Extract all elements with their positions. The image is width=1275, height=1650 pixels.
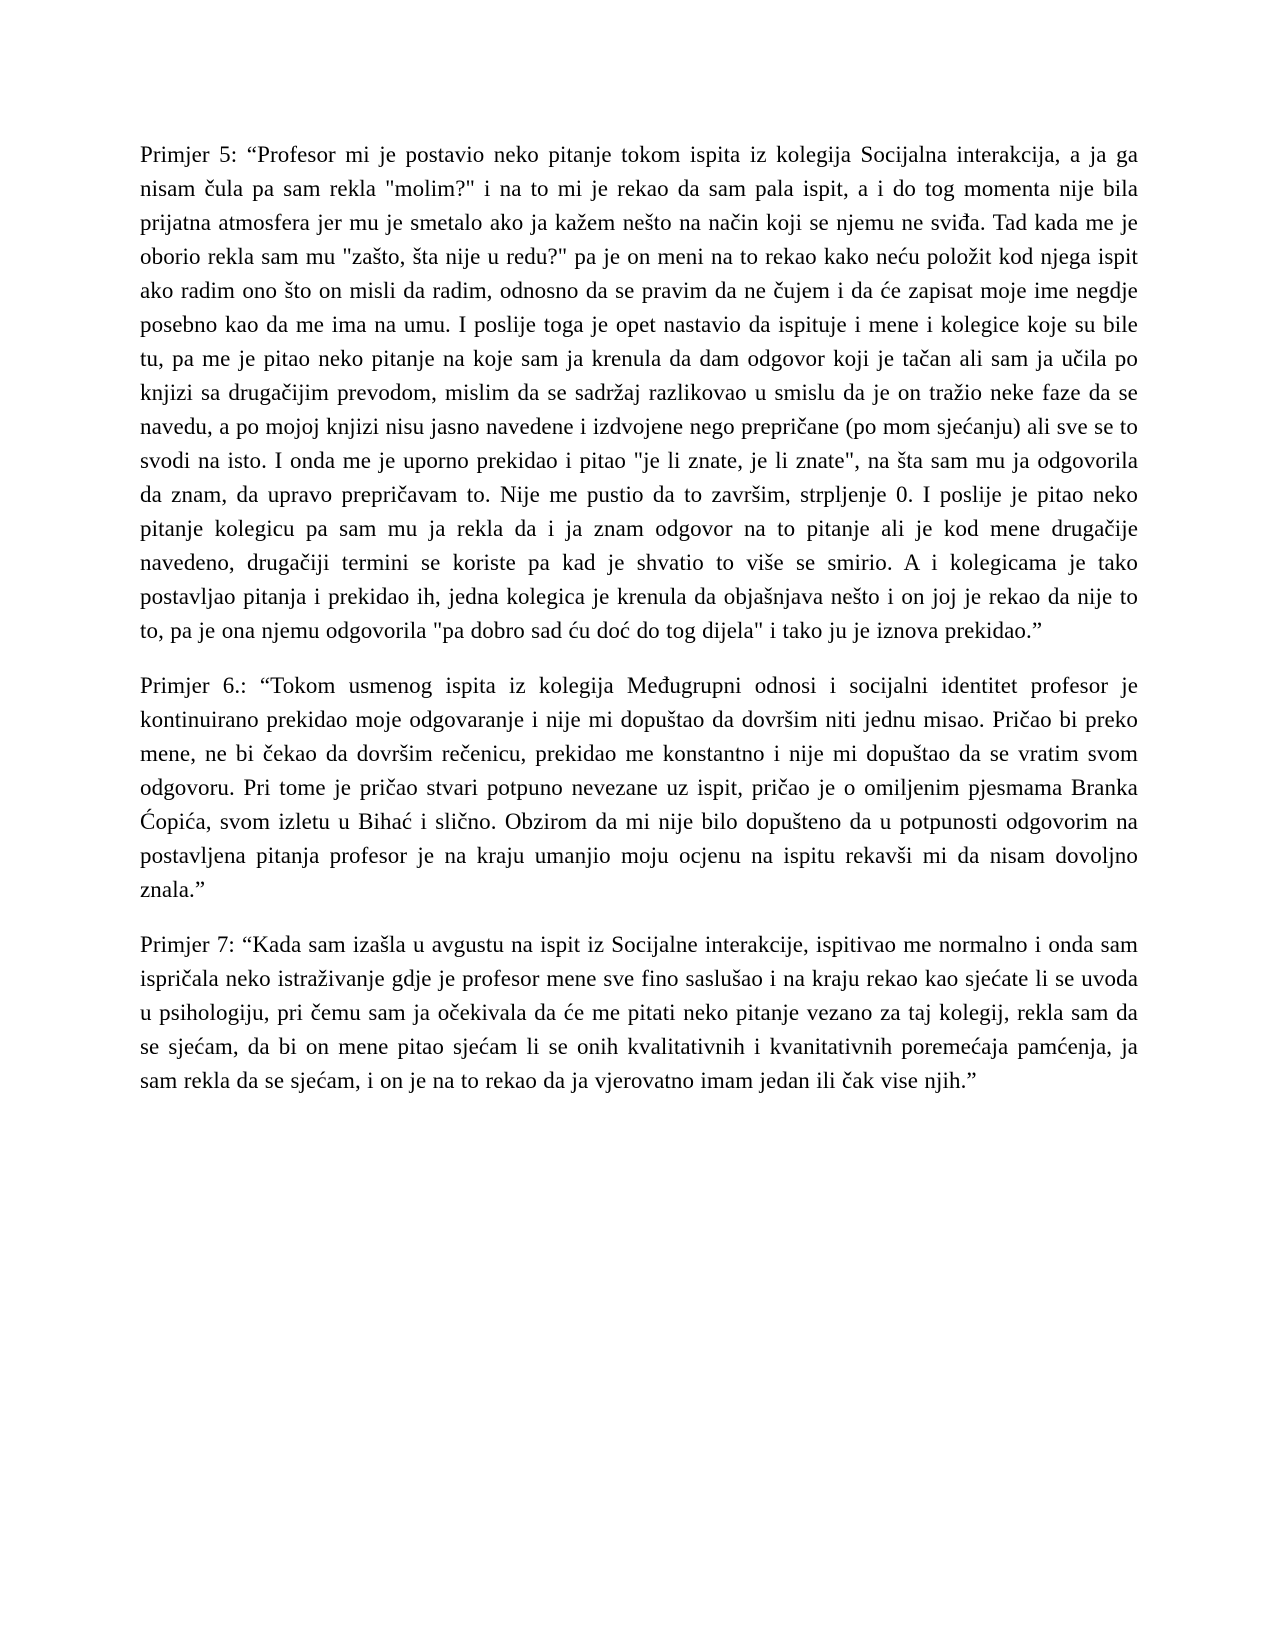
paragraph-primjer-5: Primjer 5: “Profesor mi je postavio neko pitanje tokom ispita iz kolegija Socijalna interakcija, a ja ga nisam čula pa sam rekla "molim?" i na to mi je rekao da sam pala ispit, a i do tog momenta nije bila prijatna atmosfera jer mu je smetalo ako ja kažem nešto na način koji se njemu ne sviđa. Tad kada me je oborio rekla sam mu "zašto, šta nije u redu?" pa je on meni na to rekao kako neću položit kod njega ispit ako radim ono što on misli da radim, odnosno da se pravim da ne čujem i da će zapisat moje ime negdje posebno kao da me ima na umu. I poslije toga je opet nastavio da ispituje i mene i kolegice koje su bile tu, pa me je pitao neko pitanje na koje sam ja krenula da dam odgovor koji je tačan ali sam ja učila po knjizi sa drugačijim prevodom, mislim da se sadržaj razlikovao u smislu da je on tražio neke faze da se navedu, a po mojoj knjizi nisu jasno navedene i izdvojene nego prepričane (po mom sjećanju) ali sve se to svodi na isto. I onda me je uporno prekidao i pitao "je li znate, je li znate", na šta sam mu ja odgovorila da znam, da upravo prepričavam to. Nije me pustio da to završim, strpljenje 0. I poslije je pitao neko pitanje kolegicu pa sam mu ja rekla da i ja znam odgovor na to pitanje ali je kod mene drugačije navedeno, drugačiji termini se koriste pa kad je shvatio to više se smirio. A i kolegicama je tako postavljao pitanja i prekidao ih, jedna kolegica je krenula da objašnjava nešto i on joj je rekao da nije to to, pa je ona njemu odgovorila "pa dobro sad ću doć do tog dijela" i tako ju je iznova prekidao.” (140, 142, 1138, 643)
paragraph-primjer-7: Primjer 7: “Kada sam izašla u avgustu na ispit iz Socijalne interakcije, ispitivao me normalno i onda sam ispričala neko istraživanje gdje je profesor mene sve fino saslušao i na kraju rekao kao sjećate li se uvoda u psihologiju, pri čemu sam ja očekivala da će me pitati neko pitanje vezano za taj kolegij, rekla sam da se sjećam, da bi on mene pitao sjećam li se onih kvalitativnih i kvanitativnih poremećaja pamćenja, ja sam rekla da se sjećam, i on je na to rekao da ja vjerovatno imam jedan ili čak vise njih.” (140, 932, 1138, 1093)
paragraph-primjer-6: Primjer 6.: “Tokom usmenog ispita iz kolegija Međugrupni odnosi i socijalni identitet profesor je kontinuirano prekidao moje odgovaranje i nije mi dopuštao da dovršim niti jednu misao. Pričao bi preko mene, ne bi čekao da dovršim rečenicu, prekidao me konstantno i nije mi dopuštao da se vratim svom odgovoru. Pri tome je pričao stvari potpuno nevezane uz ispit, pričao je o omiljenim pjesmama Branka Ćopića, svom izletu u Bihać i slično. Obzirom da mi nije bilo dopušteno da u potpunosti odgovorim na postavljena pitanja profesor je na kraju umanjio moju ocjenu na ispitu rekavši mi da nisam dovoljno znala.” (140, 673, 1138, 902)
document-text-block (140, 138, 1138, 1119)
